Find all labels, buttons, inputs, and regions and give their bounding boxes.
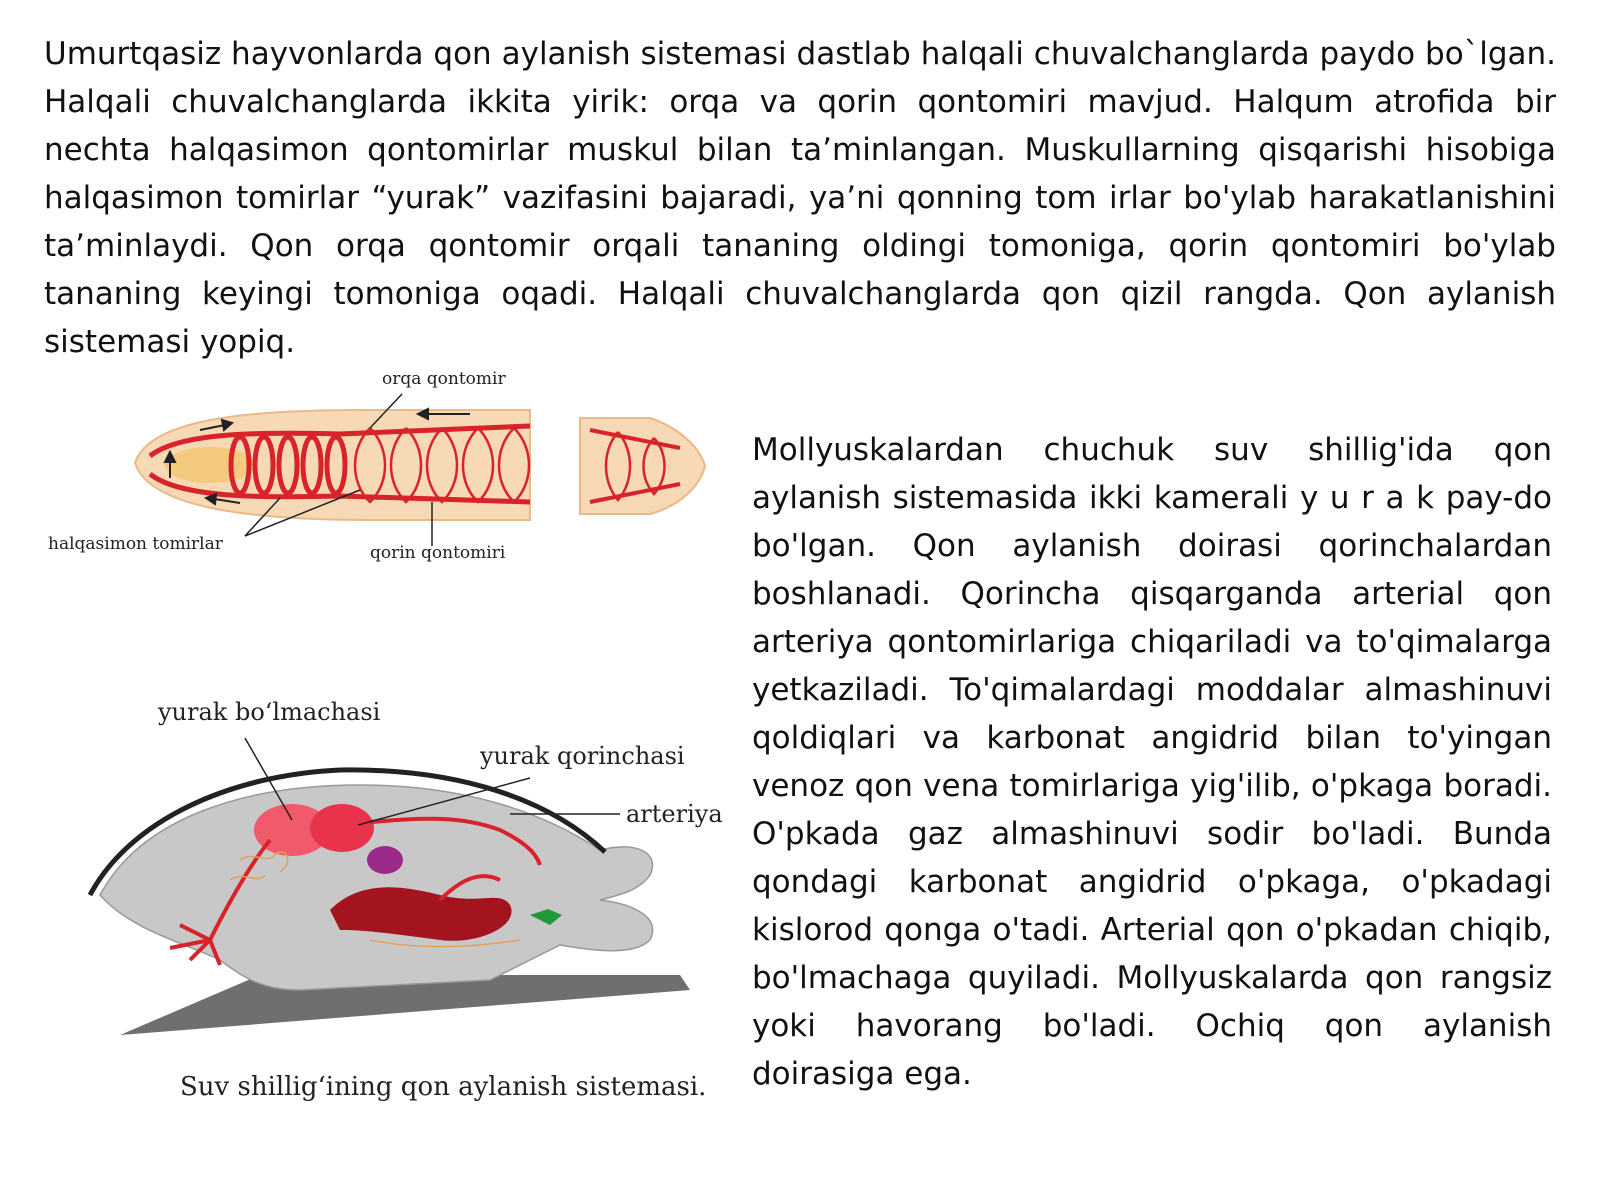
label-artery: arteriya <box>626 800 723 828</box>
organ-purple <box>367 846 403 874</box>
snail-diagram <box>40 690 740 1110</box>
intro-paragraph: Umurtqasiz hayvonlarda qon aylanish sistemasi dastlab halqali chuvalchanglarda paydo bo`lgan. Halqali chuvalchanglarda ikkita yirik: orqa va qorin qontomiri mavjud. Halqum atrofida bir nechta halqasimon qontomirlar muskul bilan ta’minlangan. Muskullarning qisqarishi hisobiga halqasimon tomirlar “yurak” vazifasini bajaradi, ya’ni qonning tom irlar bo'ylab harakatlanishini ta’minlaydi. Qon orqa qontomir orqali tananing oldingi tomoniga, qorin qontomiri bo'ylab tananing keyingi tomoniga oqadi. Halqali chuvalchanglarda qon qizil rangda. Qon aylanish sistemasi yopiq. <box>44 36 1556 360</box>
earthworm-diagram <box>40 368 720 578</box>
snail-body <box>100 785 653 990</box>
heart-ventricle <box>310 804 374 852</box>
earthworm-figure <box>40 368 720 578</box>
figure-caption: Suv shillig‘ining qon aylanish sistemasi. <box>180 1072 707 1102</box>
mollusk-paragraph: Mollyuskalardan chuchuk suv shillig'ida qon aylanish sistemasida ikki kamerali y u r a k pay-do bo'lgan. Qon aylanish doirasi qorinchalardan boshlanadi. Qorincha qisqarganda arterial qon arteriya qontomirlariga chiqariladi va to'qimalarga yetkaziladi. To'qimalardagi moddalar almashinuvi qoldiqlari va karbonat angidrid bilan to'yingan venoz qon vena tomirlariga yig'ilib, o'pkaga boradi. O'pkada gaz almashinuvi sodir bo'ladi. Bunda qondagi karbonat angidrid o'pkaga, o'pkadagi kislorod qonga o'tadi. Arterial qon o'pkadan chiqib, bo'lmachaga quyiladi. Mollyuskalarda qon rangsiz yoki havorang bo'ladi. Ochiq qon aylanish doirasiga ega. <box>752 432 1552 1092</box>
worm-gut <box>165 447 255 483</box>
label-dorsal-vessel: orqa qontomir <box>382 369 506 389</box>
snail-figure <box>40 690 740 1110</box>
label-heart-ventricle: yurak qorinchasi <box>480 742 685 770</box>
label-ring-vessels: halqasimon tomirlar <box>48 534 223 554</box>
label-ventral-vessel: qorin qontomiri <box>370 543 506 563</box>
label-heart-atrium: yurak bo‘lmachasi <box>158 698 381 726</box>
